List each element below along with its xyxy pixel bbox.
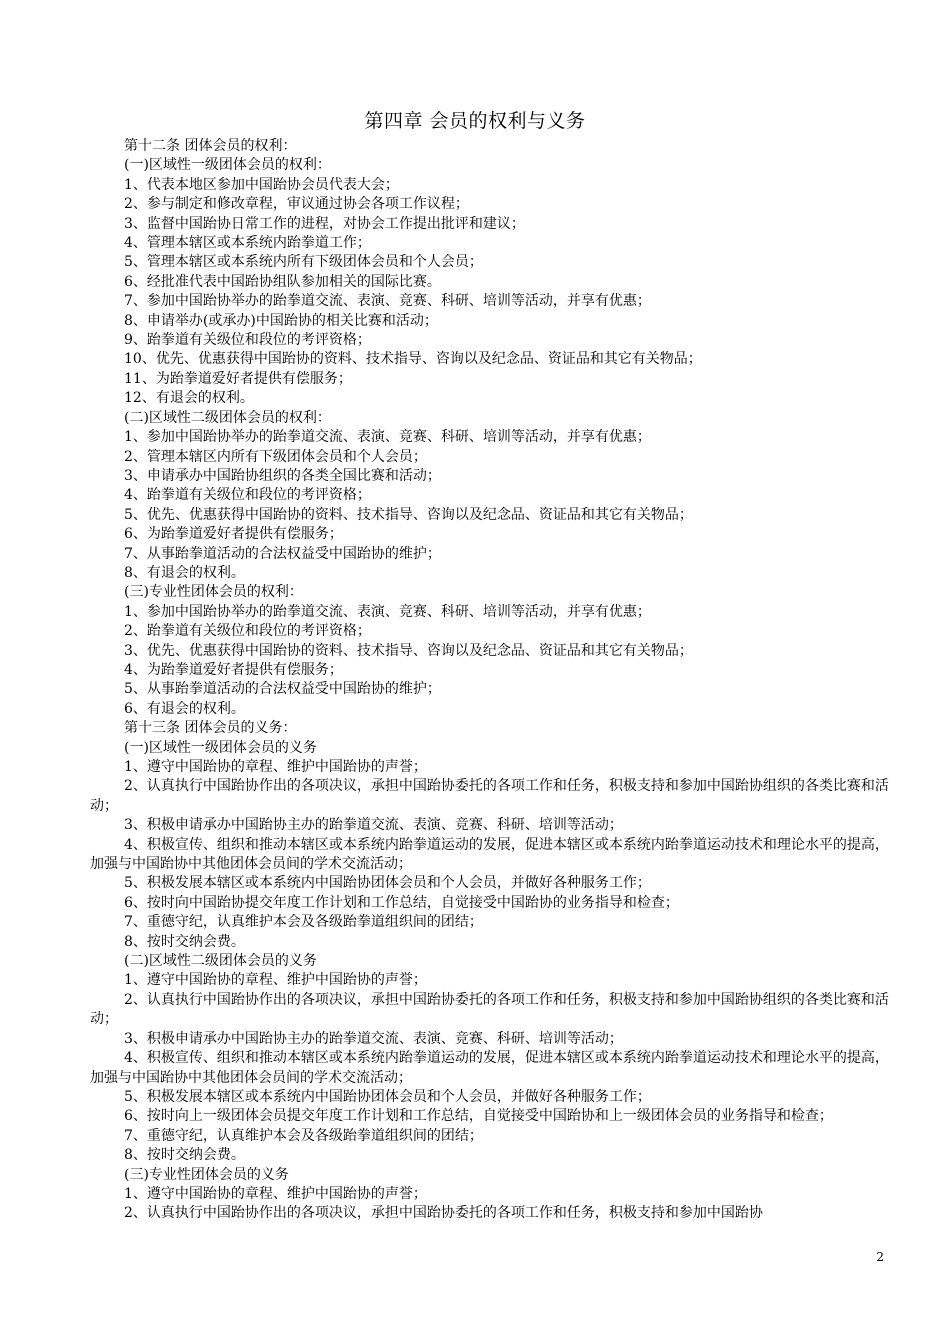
paragraph: 6、按时向中国跆协提交年度工作计划和工作总结，自觉接受中国跆协的业务指导和检查； — [124, 894, 679, 911]
paragraph: 9、跆拳道有关级位和段位的考评资格； — [124, 332, 371, 349]
paragraph: 4、为跆拳道爱好者提供有偿服务； — [124, 661, 343, 678]
paragraph: (一)区域性一级团体会员的义务 — [124, 739, 317, 756]
paragraph: (二)区域性二级团体会员的权利： — [124, 409, 331, 426]
paragraph: 1、遵守中国跆协的章程、维护中国跆协的声誉； — [124, 759, 427, 775]
paragraph: 3、优先、优惠获得中国跆协的资料、技术指导、咨询以及纪念品、资证品和其它有关物品； — [124, 642, 693, 659]
paragraph: 1、代表本地区参加中国跆协会员代表大会； — [124, 176, 399, 193]
paragraph: 6、有退会的权利。 — [124, 700, 245, 717]
paragraph: 5、积极发展本辖区或本系统内中国跆协团体会员和个人会员，并做好各种服务工作； — [124, 1088, 651, 1105]
paragraph: 8、申请举办(或承办)中国跆协的相关比赛和活动； — [124, 312, 438, 329]
paragraph: 8、按时交纳会费。 — [124, 933, 245, 950]
paragraph: (三)专业性团体会员的权利： — [124, 584, 303, 601]
page-number: 2 — [876, 1250, 884, 1264]
paragraph: 5、管理本辖区或本系统内所有下级团体会员和个人会员； — [124, 254, 483, 271]
paragraph: 3、监督中国跆协日常工作的进程，对协会工作提出批评和建议； — [124, 215, 525, 232]
paragraph: 6、按时向上一级团体会员提交年度工作计划和工作总结，自觉接受中国跆协和上一级团体会员的业务指导和检查； — [124, 1108, 833, 1125]
body-text — [90, 137, 890, 1224]
paragraph: 1、遵守中国跆协的章程、维护中国跆协的声誉； — [124, 1185, 427, 1202]
paragraph: 8、按时交纳会费。 — [124, 1147, 245, 1164]
paragraph: (一)区域性一级团体会员的权利： — [124, 157, 331, 174]
paragraph: 7、重德守纪，认真维护本会及各级跆拳道组织间的团结； — [124, 914, 483, 931]
paragraph: 3、积极申请承办中国跆协主办的跆拳道交流、表演、竞赛、科研、培训等活动； — [124, 817, 623, 834]
paragraph: 1、遵守中国跆协的章程、维护中国跆协的声誉； — [124, 972, 427, 989]
paragraph: 5、从事跆拳道活动的合法权益受中国跆协的维护； — [124, 681, 441, 698]
paragraph: 第十三条 团体会员的义务： — [124, 720, 297, 737]
paragraph: (二)区域性二级团体会员的义务 — [124, 953, 317, 970]
paragraph: 1、参加中国跆协举办的跆拳道交流、表演、竞赛、科研、培训等活动，并享有优惠； — [124, 603, 651, 620]
paragraph: 2、管理本辖区内所有下级团体会员和个人会员； — [124, 448, 427, 465]
paragraph: 4、积极宣传、组织和推动本辖区或本系统内跆拳道运动的发展，促进本辖区或本系统内跆拳道运动技术和理论水平的提高，加强与中国跆协中其他团体会员间的学术交流活动； — [90, 1050, 889, 1086]
paragraph: 2、认真执行中国跆协作出的各项决议，承担中国跆协委托的各项工作和任务，积极支持和参加中国跆协 — [124, 1205, 763, 1222]
paragraph: 7、参加中国跆协举办的跆拳道交流、表演、竞赛、科研、培训等活动，并享有优惠； — [124, 293, 651, 310]
paragraph: 1、参加中国跆协举办的跆拳道交流、表演、竞赛、科研、培训等活动，并享有优惠； — [124, 429, 651, 446]
paragraph: 5、积极发展本辖区或本系统内中国跆协团体会员和个人会员，并做好各种服务工作； — [124, 875, 651, 892]
paragraph: 7、重德守纪，认真维护本会及各级跆拳道组织间的团结； — [124, 1127, 483, 1144]
paragraph: 10、优先、优惠获得中国跆协的资料、技术指导、咨询以及纪念品、资证品和其它有关物品； — [124, 351, 702, 368]
paragraph: 2、认真执行中国跆协作出的各项决议，承担中国跆协委托的各项工作和任务，积极支持和参加中国跆协组织的各类比赛和活动； — [90, 991, 889, 1028]
paragraph: 4、管理本辖区或本系统内跆拳道工作； — [124, 235, 371, 252]
paragraph: 3、申请承办中国跆协组织的各类全国比赛和活动； — [124, 467, 441, 484]
paragraph: 3、积极申请承办中国跆协主办的跆拳道交流、表演、竞赛、科研、培训等活动； — [124, 1030, 623, 1047]
paragraph: 第十二条 团体会员的权利： — [124, 138, 297, 154]
paragraph: 8、有退会的权利。 — [124, 564, 245, 581]
paragraph: (三)专业性团体会员的义务 — [124, 1166, 289, 1183]
paragraph: 4、跆拳道有关级位和段位的考评资格； — [124, 487, 371, 504]
paragraph: 5、优先、优惠获得中国跆协的资料、技术指导、咨询以及纪念品、资证品和其它有关物品； — [124, 506, 693, 523]
paragraph: 12、有退会的权利。 — [124, 390, 254, 407]
paragraph: 6、经批准代表中国跆协组队参加相关的国际比赛。 — [124, 273, 441, 290]
paragraph: 11、为跆拳道爱好者提供有偿服务； — [124, 370, 352, 387]
paragraph: 2、参与制定和修改章程，审议通过协会各项工作议程； — [124, 196, 469, 213]
paragraph: 2、认真执行中国跆协作出的各项决议，承担中国跆协委托的各项工作和任务，积极支持和参加中国跆协组织的各类比赛和活动； — [90, 778, 889, 814]
paragraph: 2、跆拳道有关级位和段位的考评资格； — [124, 623, 371, 640]
paragraph: 7、从事跆拳道活动的合法权益受中国跆协的维护； — [124, 545, 441, 562]
chapter-title: 第四章 会员的权利与义务 — [364, 110, 586, 132]
paragraph: 4、积极宣传、组织和推动本辖区或本系统内跆拳道运动的发展，促进本辖区或本系统内跆拳道运动技术和理论水平的提高，加强与中国跆协中其他团体会员间的学术交流活动； — [90, 836, 889, 873]
paragraph: 6、为跆拳道爱好者提供有偿服务； — [124, 526, 343, 543]
